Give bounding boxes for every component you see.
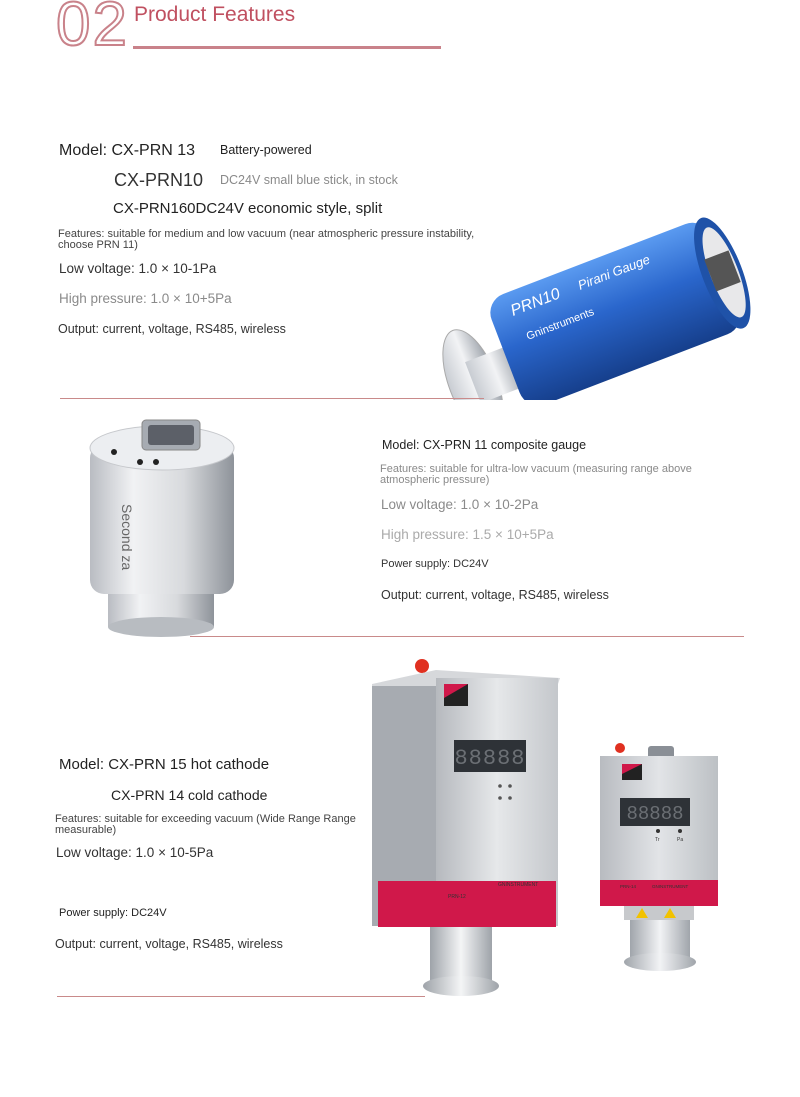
section-title: Product Features bbox=[134, 3, 296, 26]
model-2-note: DC24V small blue stick, in stock bbox=[220, 173, 398, 187]
output-3: Output: current, voltage, RS485, wireless bbox=[55, 937, 283, 951]
gauge-label-brand: Gninstruments bbox=[524, 305, 596, 343]
model-line-3: Model: CX-PRN 15 hot cathode bbox=[59, 756, 270, 773]
cold-cathode-gauge-image bbox=[596, 740, 722, 976]
divider-3 bbox=[57, 996, 425, 997]
label-small-model: PRN-14 bbox=[620, 884, 637, 889]
features-2: Features: suitable for ultra-low vacuum (measuring range above atmospheric pressure) bbox=[380, 463, 692, 486]
model-3: CX-PRN160DC24V economic style, split bbox=[113, 200, 383, 217]
high-pressure-1: High pressure: 1.0 × 10+5Pa bbox=[59, 291, 232, 306]
divider-2 bbox=[190, 636, 744, 637]
hot-cathode-gauge-image bbox=[368, 656, 562, 1008]
output-1: Output: current, voltage, RS485, wireless bbox=[58, 322, 286, 336]
label-tr: Tr bbox=[655, 837, 660, 843]
section-number: 02 bbox=[56, 0, 129, 59]
display-large: 88888 bbox=[454, 746, 526, 771]
low-voltage-3: Low voltage: 1.0 × 10-5Pa bbox=[56, 845, 214, 860]
gauge-label-main: PRN10 bbox=[508, 285, 563, 320]
gauge-label-type: Pirani Gauge bbox=[575, 251, 652, 293]
model-line-1: Model: CX-PRN 13 bbox=[59, 142, 196, 159]
label-pa: Pa bbox=[677, 837, 684, 843]
composite-gauge-image bbox=[86, 412, 238, 642]
battery-label: Battery-powered bbox=[220, 143, 312, 157]
display-small: 88888 bbox=[626, 803, 684, 825]
model-2: CX-PRN10 bbox=[114, 170, 204, 190]
divider-1 bbox=[60, 398, 484, 399]
model-line-2: Model: CX-PRN 11 composite gauge bbox=[382, 438, 587, 452]
output-2: Output: current, voltage, RS485, wireless bbox=[381, 588, 609, 602]
features-3: Features: suitable for exceeding vacuum (Wide Range Range measurable) bbox=[55, 813, 356, 836]
label-large-brand: GNINSTRUMENT bbox=[498, 882, 539, 888]
label-large-model: PRN-12 bbox=[448, 894, 466, 900]
low-voltage-1: Low voltage: 1.0 × 10-1Pa bbox=[59, 261, 217, 276]
power-supply-2: Power supply: DC24V bbox=[381, 558, 489, 570]
title-underline bbox=[133, 46, 441, 49]
pirani-gauge-image bbox=[408, 178, 753, 400]
low-voltage-2: Low voltage: 1.0 × 10-2Pa bbox=[381, 497, 539, 512]
model-line-3b: CX-PRN 14 cold cathode bbox=[111, 787, 268, 803]
features-1: Features: suitable for medium and low vacuum (near atmospheric pressure instability, choose PRN 11) bbox=[58, 228, 475, 251]
label-small-brand: GNINSTRUMENT bbox=[652, 884, 689, 889]
high-pressure-2: High pressure: 1.5 × 10+5Pa bbox=[381, 527, 554, 542]
device-side-text: Second za bbox=[119, 504, 135, 571]
power-supply-3: Power supply: DC24V bbox=[59, 907, 167, 919]
